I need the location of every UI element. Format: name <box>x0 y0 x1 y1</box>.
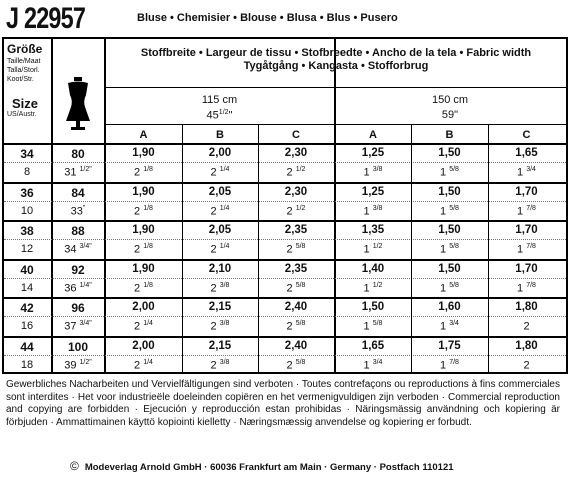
yardage-imperial: 1 $^{5/8}$ <box>440 281 459 295</box>
yardage-metric: 1,50 <box>361 301 385 313</box>
width-150-cm: 150 cm <box>431 94 469 106</box>
yardage-imperial: 1 $^{3/4}$ <box>363 358 383 372</box>
yardage-imperial: 1 $^{3/8}$ <box>363 166 383 179</box>
bust-inch: 34 $^{3/4"}$ <box>64 243 92 256</box>
size-eu: 44 <box>20 339 34 354</box>
yardage-metric: 2,35 <box>284 262 308 275</box>
yardage-imperial: 1 $^{7/8}$ <box>517 243 536 256</box>
yardage-imperial: 2 $^{5/8}$ <box>286 358 306 372</box>
divider <box>4 143 566 145</box>
yardage-imperial: 1 $^{3/8}$ <box>363 204 383 218</box>
publisher-footer <box>70 459 454 473</box>
yardage-metric: 1,65 <box>515 147 538 159</box>
size-translation: Koot/Str. <box>7 76 34 83</box>
yardage-imperial: 2 $^{5/8}$ <box>286 281 306 295</box>
bust-inch: 36 $^{1/4"}$ <box>64 281 92 295</box>
yardage-imperial: 2 $^{3/8}$ <box>210 281 230 295</box>
yardage-metric: 1,80 <box>515 301 538 313</box>
fabric-width-title: Stoffbreite • Largeur de tissu • Stofbreedte • Ancho de la tela • Fabric width <box>140 47 532 59</box>
yardage-imperial: 2 $^{5/8}$ <box>286 243 306 256</box>
yardage-metric: 1,25 <box>361 185 385 198</box>
yardage-imperial: 2 $^{1/8}$ <box>134 204 153 218</box>
yardage-imperial: 2 $^{3/8}$ <box>210 358 230 372</box>
yardage-metric: 2,40 <box>284 339 308 352</box>
yardage-imperial: 2 $^{1/2}$ <box>286 204 306 218</box>
view-label: A <box>369 129 377 141</box>
publisher-address: Modeverlag Arnold GmbH · 60036 Frankfurt am Main · Germany · Postfach 110121 <box>84 462 454 473</box>
bust-inch: 33" <box>70 204 86 218</box>
copyright-icon: © <box>70 459 79 473</box>
divider <box>4 201 566 202</box>
bust-cm: 96 <box>71 301 85 315</box>
divider <box>4 259 566 261</box>
yardage-imperial: 2 $^{1/8}$ <box>134 281 153 295</box>
page-header <box>0 0 572 36</box>
yardage-imperial: 1 $^{5/8}$ <box>440 204 459 218</box>
view-label: C <box>522 129 531 141</box>
yardage-imperial: 1 $^{3/4}$ <box>517 166 536 179</box>
size-eu: 40 <box>20 262 34 277</box>
yardage-metric: 2,00 <box>208 147 232 159</box>
width-115-inch: $45^{1/2}$" <box>206 109 233 122</box>
size-title: Größe <box>7 42 43 56</box>
yardage-metric: 1,90 <box>132 185 155 198</box>
divider <box>488 124 489 372</box>
yardage-metric: 2,05 <box>208 185 232 198</box>
divider <box>4 336 566 338</box>
copyright-notice: Gewerbliches Nacharbeiten und Vervielfältigungen sind verboten · Toutes contrefaçons ou reproductions à fins commerciales sont interdites · Het voor industrieële doeleinden copiëren en het vermenigvuldigen zijn verboden · Commercial reproduction and copying are forbidden · Ejecución y reproducción estan prohibidas · Näringsmässig användning och kopiering är förbjuden · Ammattimainen käyttö kopiointi kielletty · Næringsmæssig anvendelse og kopiering er forbudt. <box>6 379 560 428</box>
divider <box>4 162 566 163</box>
bust-cm: 80 <box>71 147 85 161</box>
size-us: 18 <box>20 358 34 371</box>
yardage-imperial: 1 $^{5/8}$ <box>440 166 459 179</box>
yardage-metric: 2,15 <box>208 339 232 352</box>
yardage-metric: 1,65 <box>361 339 385 352</box>
yardage-imperial: 2 $^{3/8}$ <box>210 320 230 333</box>
yardage-metric: 1,90 <box>132 262 155 275</box>
size-us: 12 <box>20 243 34 255</box>
yardage-metric: 2,30 <box>284 185 308 198</box>
view-label: B <box>445 129 454 141</box>
yardage-table <box>2 37 568 374</box>
size-us: 8 <box>23 166 31 178</box>
width-115-cm: 115 cm <box>201 94 238 106</box>
view-label: B <box>216 129 224 141</box>
size-eu: 34 <box>20 147 34 161</box>
size-eu: 36 <box>20 185 34 200</box>
yardage-imperial: 1 $^{5/8}$ <box>363 320 383 333</box>
yardage-metric: 2,40 <box>284 301 308 313</box>
divider <box>104 87 566 88</box>
yardage-imperial: 2 <box>523 320 530 333</box>
bust-inch: 39 $^{1/2"}$ <box>64 358 92 372</box>
yardage-metric: 2,15 <box>208 301 232 313</box>
yardage-imperial: 1 $^{3/4}$ <box>440 320 459 333</box>
bust-cm: 92 <box>71 262 85 277</box>
pattern-code: J 22957 <box>6 2 86 35</box>
yardage-imperial: 2 $^{1/4}$ <box>210 204 230 218</box>
yardage-metric: 2,10 <box>208 262 232 275</box>
yardage-metric: 2,30 <box>284 147 308 159</box>
yardage-metric: 1,75 <box>438 339 461 352</box>
yardage-imperial: 2 $^{1/8}$ <box>134 243 153 256</box>
fabric-width-title-2: Tygåtgång • Kangasta • Stofforbrug <box>243 60 429 72</box>
width-150-inch: 59" <box>441 109 459 121</box>
garment-names: Bluse • Chemisier • Blouse • Blusa • Blus • Pusero <box>137 12 398 24</box>
yardage-metric: 1,50 <box>438 224 461 236</box>
yardage-metric: 1,40 <box>361 262 385 275</box>
yardage-imperial: 2 $^{1/4}$ <box>210 243 230 256</box>
divider <box>4 297 566 299</box>
yardage-metric: 1,35 <box>361 224 385 236</box>
divider <box>258 124 259 372</box>
yardage-metric: 1,50 <box>438 185 461 198</box>
bust-cm: 100 <box>67 339 89 354</box>
size-eu: 38 <box>20 224 34 238</box>
yardage-imperial: 2 $^{1/8}$ <box>134 166 153 179</box>
divider <box>411 124 412 372</box>
yardage-metric: 1,70 <box>515 224 538 236</box>
size-us: 10 <box>20 204 34 217</box>
size-translation: Taille/Maat <box>7 58 41 65</box>
yardage-metric: 1,90 <box>132 147 155 159</box>
divider <box>4 355 566 356</box>
yardage-metric: 1,25 <box>361 147 385 159</box>
size-label: Size <box>12 96 39 111</box>
yardage-imperial: 1 $^{1/2}$ <box>363 243 383 256</box>
yardage-metric: 2,00 <box>132 301 155 313</box>
size-us: 16 <box>20 320 34 332</box>
yardage-metric: 2,00 <box>132 339 155 352</box>
divider <box>4 316 566 317</box>
bust-inch: 37 $^{3/4"}$ <box>64 320 92 333</box>
yardage-metric: 1,50 <box>438 147 461 159</box>
yardage-imperial: 1 $^{1/2}$ <box>363 281 383 295</box>
divider <box>182 124 183 372</box>
yardage-imperial: 2 $^{1/2}$ <box>286 166 306 179</box>
yardage-imperial: 2 $^{5/8}$ <box>286 320 306 333</box>
divider <box>4 220 566 222</box>
yardage-metric: 1,70 <box>515 185 538 198</box>
yardage-metric: 1,50 <box>438 262 461 275</box>
size-translation: Talla/Storl. <box>7 67 40 74</box>
yardage-metric: 1,90 <box>132 224 155 236</box>
yardage-metric: 2,05 <box>208 224 232 236</box>
view-label: A <box>139 129 148 141</box>
yardage-imperial: 2 $^{1/4}$ <box>134 320 153 333</box>
yardage-metric: 1,60 <box>438 301 461 313</box>
yardage-imperial: 1 $^{5/8}$ <box>440 243 459 256</box>
yardage-imperial: 1 $^{7/8}$ <box>517 204 536 218</box>
yardage-imperial: 1 $^{7/8}$ <box>517 281 536 295</box>
bust-cm: 84 <box>71 185 85 200</box>
size-sub: US/Austr. <box>7 111 37 118</box>
dress-form-icon <box>63 77 93 136</box>
divider <box>4 239 566 240</box>
divider <box>4 278 566 279</box>
yardage-metric: 2,35 <box>284 224 308 236</box>
yardage-imperial: 2 $^{1/4}$ <box>134 358 153 372</box>
yardage-metric: 1,80 <box>515 339 538 352</box>
size-us: 14 <box>20 281 34 294</box>
yardage-imperial: 2 $^{1/4}$ <box>210 166 230 179</box>
yardage-imperial: 1 $^{7/8}$ <box>440 358 459 372</box>
bust-cm: 88 <box>71 224 85 238</box>
bust-inch: 31 $^{1/2"}$ <box>64 166 92 179</box>
divider <box>4 182 566 184</box>
yardage-imperial: 2 <box>523 359 530 372</box>
view-label: C <box>292 129 300 141</box>
yardage-metric: 1,70 <box>515 262 538 275</box>
size-eu: 42 <box>20 301 34 315</box>
divider <box>104 124 566 125</box>
